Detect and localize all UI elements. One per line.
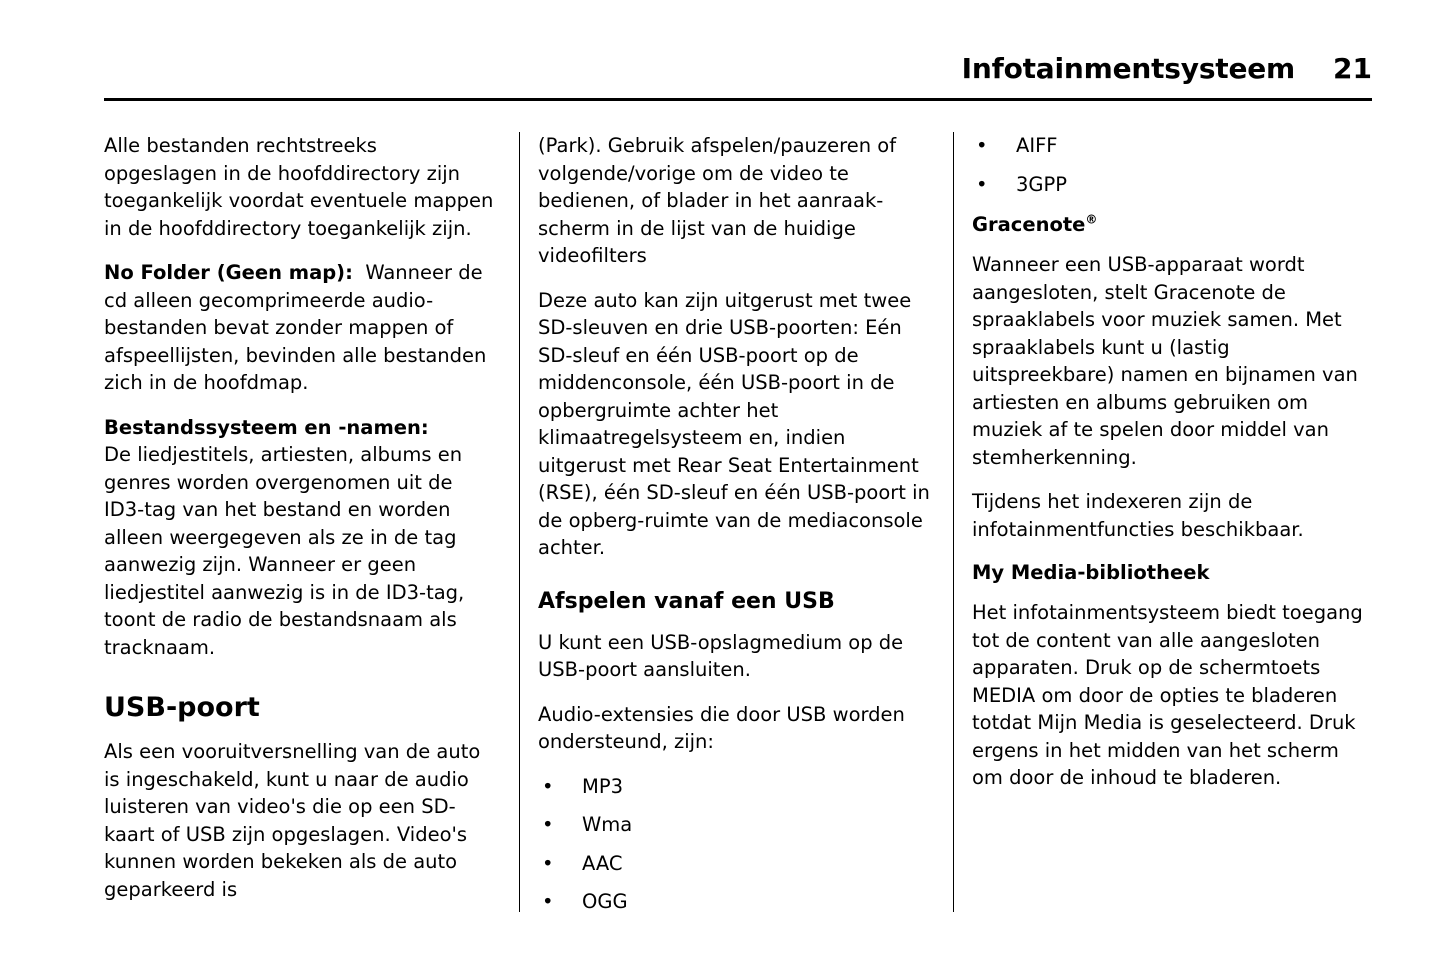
- bullet-icon: •: [542, 774, 554, 798]
- header-divider: [104, 98, 1372, 101]
- column-two: [538, 132, 930, 917]
- label-no-folder: No Folder (Geen map):: [104, 261, 353, 284]
- heading-gracenote-text: Gracenote: [972, 213, 1086, 236]
- list-item-label: 3GPP: [1016, 172, 1068, 196]
- text-file-system: De liedjestitels, artiesten, albums en genres worden overgenomen uit de ID3-tag van het bestand en worden alleen weergegeven als ze in de tag aanwezig zijn. Wanneer er geen liedjestitel aanwezig is in de ID3-tag, toont de radio de bestandsnaam als tracknaam.: [104, 443, 465, 659]
- paragraph-indexing: Tijdens het indexeren zijn de infotainmentfuncties beschikbaar.: [972, 490, 1304, 541]
- list-audio-formats-col3: [972, 132, 1364, 198]
- list-item-label: Wma: [582, 813, 633, 836]
- heading-gracenote: [972, 212, 1364, 238]
- list-item: [972, 132, 1364, 160]
- registered-trademark-icon: ®: [1085, 212, 1098, 227]
- paragraph-audio-extensions: Audio-extensies die door USB worden ondersteund, zijn:: [538, 702, 905, 753]
- list-item: [972, 171, 1364, 199]
- bullet-icon: •: [976, 172, 988, 196]
- paragraph-park-mode: (Park). Gebruik afspelen/pauzeren of volgende/vorige om de video te bedienen, of blader in het aanraak-scherm in de lijst van de huidige videofilters: [538, 134, 897, 267]
- page-title: Infotainmentsysteem: [961, 52, 1296, 85]
- bullet-icon: •: [542, 851, 554, 875]
- paragraph-my-media-body: Het infotainmentsysteem biedt toegang tot de content van alle aangesloten apparaten. Druk op de schermtoets MEDIA om door de opties te bladeren totdat Mijn Media is geselecteerd. Druk ergens in het midden van het scherm om door de inhoud te bladeren.: [972, 601, 1363, 789]
- column-one: [104, 132, 496, 917]
- list-item-label: MP3: [582, 774, 623, 798]
- paragraph-root-directory: Alle bestanden rechtstreeks opgeslagen in de hoofddirectory zijn toegankelijk voordat eventuele mappen in de hoofddirectory toegankelijk zijn.: [104, 134, 494, 240]
- list-audio-formats-col2: [538, 773, 930, 916]
- page-header: [104, 52, 1372, 85]
- column-divider-2: [953, 132, 954, 912]
- list-item-label: OGG: [582, 890, 628, 913]
- heading-usb-port: USB-poort: [104, 692, 260, 723]
- paragraph-usb-video: Als een vooruitversnelling van de auto is ingeschakeld, kunt u naar de audio luisteren van video's die op een SD-kaart of USB zijn opgeslagen. Video's kunnen worden bekeken als de auto geparkeerd is: [104, 740, 481, 901]
- list-item-label: AAC: [582, 851, 623, 875]
- text-no-folder: Wanneer de cd alleen gecomprimeerde audio-bestanden bevat zonder mappen of afspeellijsten, bevinden alle bestanden zich in de hoofdmap.: [104, 261, 487, 394]
- content-columns: [104, 132, 1374, 917]
- paragraph-no-folder: [104, 259, 496, 397]
- list-item: [538, 888, 930, 916]
- paragraph-usb-connect: U kunt een USB-opslagmedium op de USB-poort aansluiten.: [538, 630, 904, 681]
- paragraph-gracenote-body: Wanneer een USB-apparaat wordt aangesloten, stelt Gracenote de spraaklabels voor muziek samen. Met spraaklabels kunt u (lastig uitspreekbare) namen en bijnamen van artiesten en albums gebruiken om muziek af te spelen door middel van stemherkenning.: [972, 253, 1358, 469]
- column-three: [972, 132, 1364, 917]
- page-number: 21: [1333, 52, 1372, 85]
- bullet-icon: •: [542, 890, 554, 913]
- paragraph-slots-ports: Deze auto kan zijn uitgerust met twee SD-sleuven en drie USB-poorten: Eén SD-sleuf en één USB-poort op de middenconsole, één USB-poort in de opbergruimte achter het klimaatregelsysteem en, indien uitgerust met Rear Seat Entertainment (RSE), één SD-sleuf en één USB-poort in de opberg-ruimte van de mediaconsole achter.: [538, 288, 930, 559]
- heading-my-media: My Media-bibliotheek: [972, 561, 1210, 584]
- list-item-label: AIFF: [1016, 134, 1058, 157]
- list-item: [538, 850, 930, 878]
- bullet-icon: •: [542, 813, 554, 836]
- label-file-system: Bestandssysteem en -namen:: [104, 415, 429, 439]
- list-item: [538, 773, 930, 801]
- list-item: [538, 811, 930, 839]
- column-divider-1: [519, 132, 520, 912]
- heading-play-from-usb: Afspelen vanaf een USB: [538, 588, 835, 614]
- paragraph-file-system: [104, 414, 496, 662]
- bullet-icon: •: [976, 134, 988, 157]
